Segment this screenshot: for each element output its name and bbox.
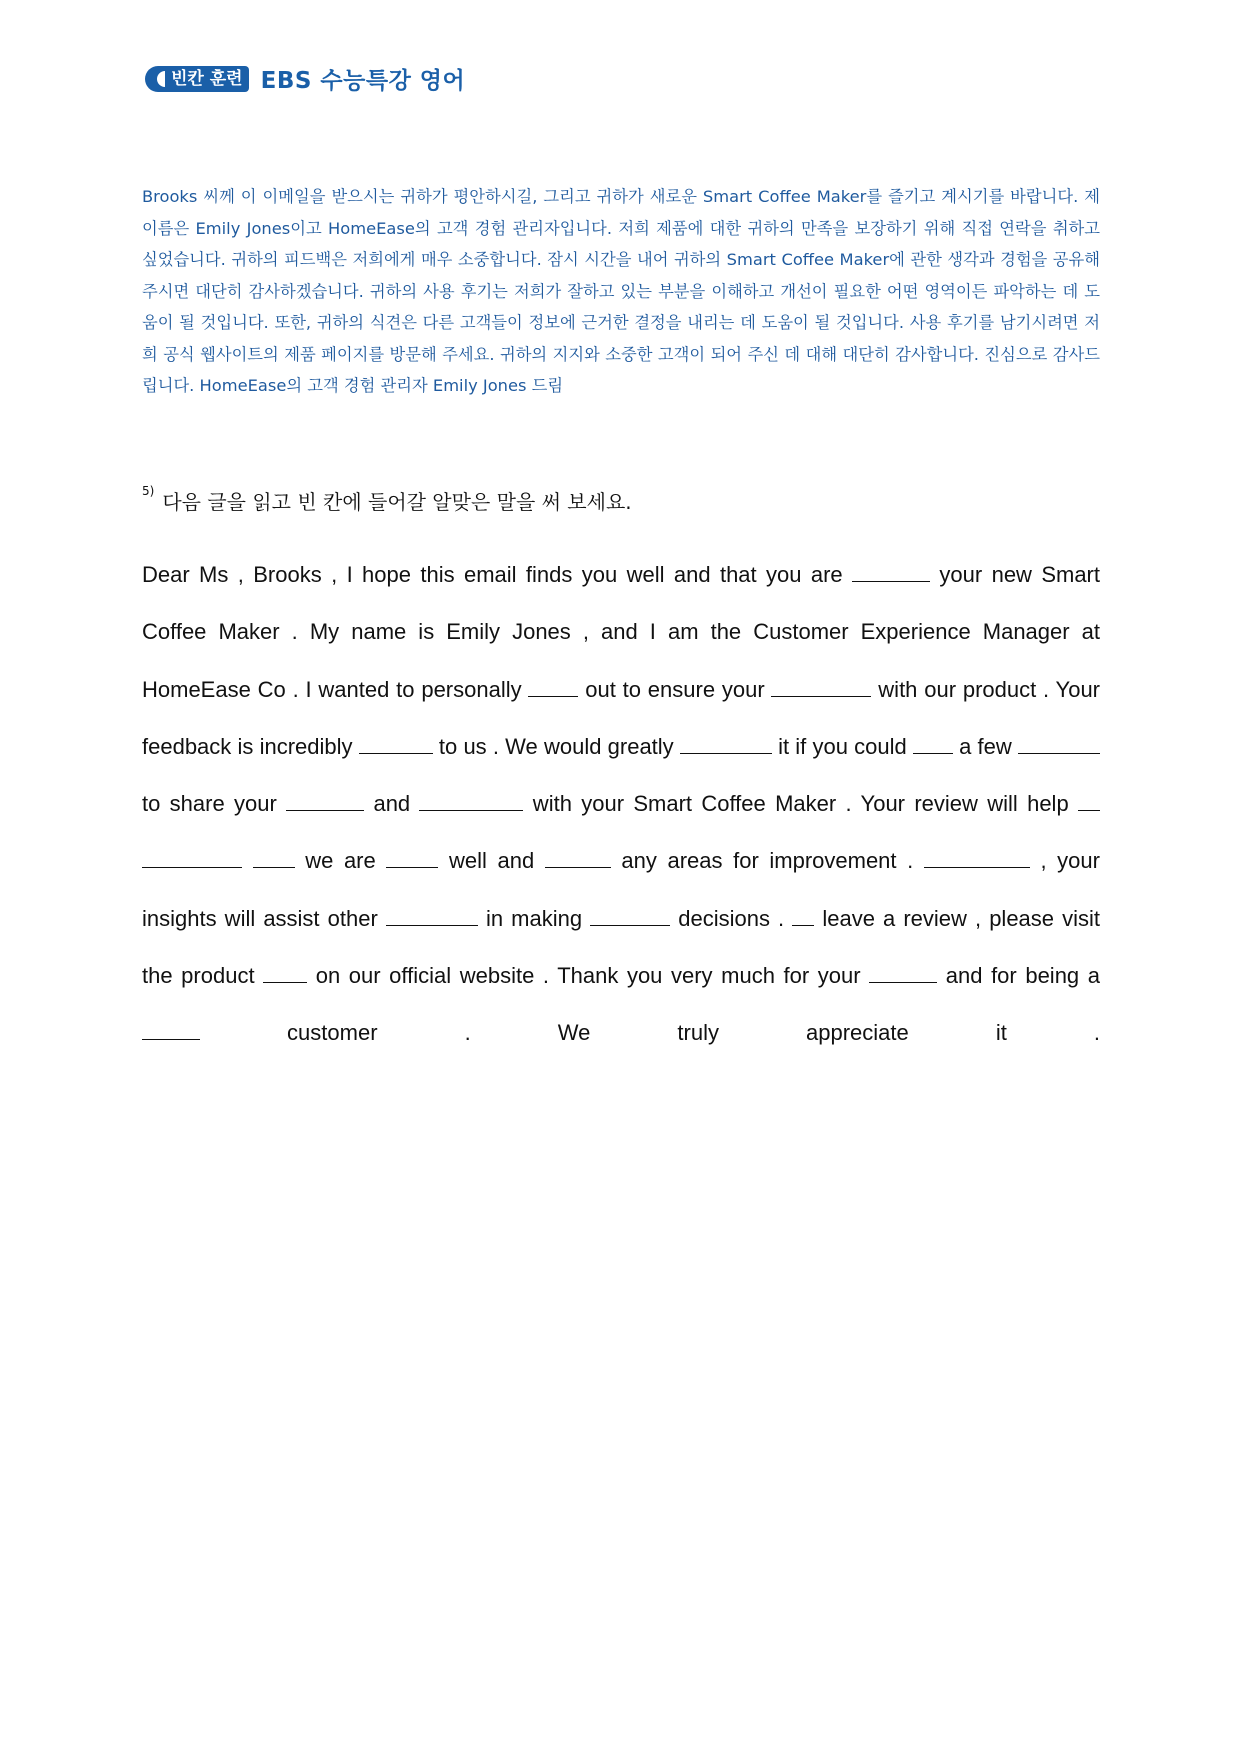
passage-text: we are: [294, 848, 387, 874]
answer-blank[interactable]: [852, 563, 930, 582]
badge-label: 빈칸 훈련: [167, 66, 249, 92]
passage-text: [242, 848, 253, 873]
passage-text: any areas for improvement .: [610, 848, 924, 874]
answer-blank[interactable]: [680, 735, 772, 754]
answer-blank[interactable]: [142, 1021, 200, 1040]
badge-circle-icon: [145, 66, 167, 92]
passage-text: with our product . Your feedback is incredibly: [142, 676, 1101, 759]
passage-text: in making: [477, 905, 591, 931]
answer-blank[interactable]: [142, 849, 242, 868]
answer-blank[interactable]: [1018, 735, 1100, 754]
passage-text: leave a review , please visit the product: [142, 905, 1100, 989]
page-header: [145, 62, 465, 95]
passage-text: customer . We truly appreciate it .: [200, 1020, 1100, 1046]
answer-blank[interactable]: [359, 735, 433, 754]
passage-text: Dear Ms , Brooks , I hope this email finds you well and that you are: [142, 562, 853, 587]
answer-blank[interactable]: [419, 792, 523, 811]
passage-text: your new Smart Coffee Maker . My name is Emily Jones , and I am the Customer Experience Manager at HomeEase Co . I wanted to personally: [142, 562, 1100, 702]
answer-blank[interactable]: [528, 678, 578, 697]
passage-text: with your Smart Coffee Maker . Your review will help: [523, 791, 1078, 817]
question-text: 다음 글을 읽고 빈 칸에 들어갈 알맞은 말을 써 보세요.: [162, 490, 632, 514]
passage-text: it if you could: [771, 733, 913, 759]
answer-blank[interactable]: [792, 907, 814, 926]
passage-text: decisions .: [670, 905, 793, 931]
passage-text: , your insights will assist other: [142, 848, 1100, 931]
answer-blank[interactable]: [286, 792, 364, 811]
korean-translation: Brooks 씨께 이 이메일을 받으시는 귀하가 평안하시길, 그리고 귀하가 새로운 Smart Coffee Maker를 즐기고 계시기를 바랍니다. 제 이름은 Emily Jones이고 HomeEase의 고객 경험 관리자입니다. 저희 제품에 대한 귀하의 만족을 보장하기 위해 직접 연락을 취하고 싶었습니다. 귀하의 피드백은 저희에게 매우 소중합니다. 잠시 시간을 내어 귀하의 Smart Coffee Maker에 관한 생각과 경험을 공유해 주시면 대단히 감사하겠습니다. 귀하의 사용 후기는 저희가 잘하고 있는 부분을 이해하고 개선이 필요한 어떤 영역이든 파악하는 데 도움이 될 것입니다. 또한, 귀하의 식견은 다른 고객들이 정보에 근거한 결정을 내리는 데 도움이 될 것입니다. 사용 후기를 남기시려면 저희 공식 웹사이트의 제품 페이지를 방문해 주세요. 귀하의 지지와 소중한 고객이 되어 주신 데 대해 대단히 감사합니다. 진심으로 감사드립니다. HomeEase의 고객 경험 관리자 Emily Jones 드림: [142, 187, 1100, 395]
question-prompt: [142, 486, 632, 515]
passage-text: on our official website . Thank you very much for your: [307, 963, 870, 989]
answer-blank[interactable]: [913, 735, 953, 754]
passage-text: well and: [438, 848, 545, 874]
passage-text: to us . We would greatly: [432, 733, 680, 759]
answer-blank[interactable]: [590, 907, 670, 926]
answer-blank[interactable]: [771, 678, 871, 697]
answer-blank[interactable]: [924, 849, 1030, 868]
question-number: 5): [142, 484, 155, 498]
answer-blank[interactable]: [263, 964, 307, 983]
section-badge: [145, 66, 249, 92]
answer-blank[interactable]: [1078, 792, 1100, 811]
answer-blank[interactable]: [869, 964, 937, 983]
answer-blank[interactable]: [386, 907, 478, 926]
passage-text: and: [364, 791, 420, 817]
header-title: EBS 수능특강 영어: [260, 68, 466, 94]
passage-text: a few: [952, 733, 1018, 759]
passage-text: to share your: [142, 791, 287, 817]
passage-text: and for being a: [937, 963, 1100, 989]
answer-blank[interactable]: [253, 849, 295, 868]
answer-blank[interactable]: [386, 849, 438, 868]
answer-blank[interactable]: [545, 849, 611, 868]
fill-in-passage: [142, 546, 1100, 1062]
passage-text: out to ensure your: [578, 676, 772, 702]
